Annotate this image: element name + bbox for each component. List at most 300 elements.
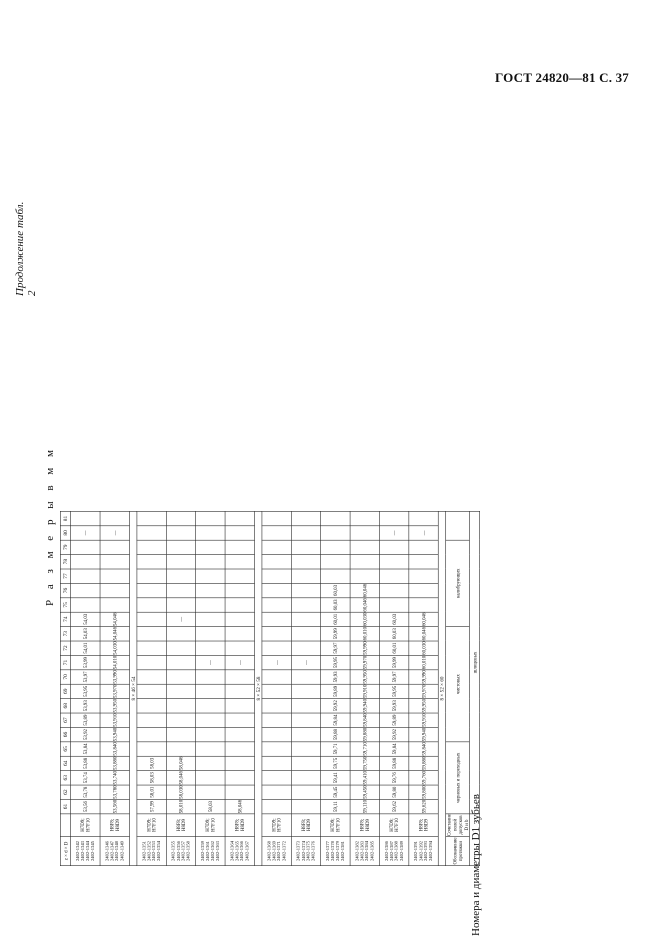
size-value: 59,910: [350, 684, 379, 698]
size-value: [225, 583, 254, 597]
size-value: [166, 713, 195, 727]
size-value: [137, 554, 166, 568]
group-label: шлицевых: [469, 511, 479, 813]
size-value: [137, 684, 166, 698]
size-value: [262, 526, 291, 540]
sizes-title: Р а з м е р ы в м м: [44, 446, 56, 606]
size-value: 59,760: [409, 771, 438, 785]
size-value: [262, 612, 291, 626]
size-value: [137, 569, 166, 583]
size-value: [166, 641, 195, 655]
size-value: [225, 742, 254, 756]
size-value: [100, 511, 129, 525]
size-value: 53,78: [71, 785, 100, 799]
size-value: [379, 598, 408, 612]
tooth-number: 64: [60, 756, 70, 770]
size-value: —: [262, 655, 291, 669]
size-value: [137, 612, 166, 626]
size-value: [166, 554, 195, 568]
size-value: 59,45: [321, 785, 350, 799]
size-value: [262, 540, 291, 554]
tooth-number: 76: [60, 583, 70, 597]
sizes-table: [60, 511, 480, 866]
size-value: 60,03: [321, 583, 350, 597]
size-value: 53,95: [71, 684, 100, 698]
size-value: [350, 511, 379, 525]
size-value: 53,74: [71, 771, 100, 785]
size-value: [196, 626, 225, 640]
size-value: [137, 713, 166, 727]
broach-codes: 2402-1346 2402-1347 2402-1348 2402-1349: [100, 836, 129, 865]
tooth-number: 66: [60, 727, 70, 741]
fit-combo: H8F8; H8D9: [225, 814, 254, 837]
size-value: 53,780: [100, 785, 129, 799]
size-value: [262, 554, 291, 568]
broach-codes: 2402-1351 2402-1352 2402-1353 2402-1354: [137, 836, 166, 865]
tooth-number: 68: [60, 699, 70, 713]
size-value: [137, 598, 166, 612]
size-value: [379, 554, 408, 568]
size-value: 58,046: [166, 756, 195, 770]
size-value: 59,970: [350, 655, 379, 669]
tooth-number: 70: [60, 670, 70, 684]
size-value: [166, 626, 195, 640]
size-value: 59,710: [350, 742, 379, 756]
size-column-row: [321, 511, 350, 865]
size-value: 59,11: [321, 799, 350, 813]
size-value: 59,950: [350, 670, 379, 684]
size-value: [137, 583, 166, 597]
size-value: —: [100, 526, 129, 540]
tooth-number: 73: [60, 626, 70, 640]
size-value: [196, 785, 225, 799]
fit-combo: H7D9; H7F10: [71, 814, 100, 837]
size-value: 60,046: [350, 598, 379, 612]
size-value: [379, 569, 408, 583]
fit-combo-label: Сочетание полей допусков D и b: [446, 814, 470, 837]
broach-codes: 2402-1382 2402-1383 2402-1384 2402-1385: [350, 836, 379, 865]
size-value: 60,046: [350, 583, 379, 597]
size-value: 59,84: [321, 713, 350, 727]
size-value: 59,76: [379, 771, 408, 785]
size-value: [225, 511, 254, 525]
size-value: [71, 598, 100, 612]
size-value: 59,880: [350, 727, 379, 741]
size-value: [262, 799, 291, 813]
fit-combo: H8F8; H8D9: [350, 814, 379, 837]
tooth-number: 74: [60, 612, 70, 626]
size-value: 59,92: [379, 727, 408, 741]
size-value: 59,950: [409, 699, 438, 713]
size-value: 60,03: [379, 626, 408, 640]
size-value: 53,89: [71, 713, 100, 727]
size-value: [196, 511, 225, 525]
size-value: [262, 756, 291, 770]
size-value: [409, 598, 438, 612]
size-value: [196, 569, 225, 583]
size-value: 58,010: [166, 799, 195, 813]
size-value: [225, 526, 254, 540]
broach-codes: 2402-1342 2402-1343 2402-1344 2402-1345: [71, 836, 100, 865]
size-value: 59,750: [350, 756, 379, 770]
size-value: [196, 756, 225, 770]
size-value: [291, 699, 320, 713]
broach-codes: 2402-1386 2402-1387 2402-1388 2402-1389: [379, 836, 408, 865]
size-value: [291, 583, 320, 597]
fit-combo: H7D9; H7F10: [321, 814, 350, 837]
size-value: [291, 598, 320, 612]
size-value: [225, 569, 254, 583]
size-value: 59,410: [350, 771, 379, 785]
size-value: [166, 699, 195, 713]
size-value: [321, 569, 350, 583]
fit-combo: H8F8; H8D9: [166, 814, 195, 837]
size-value: [196, 713, 225, 727]
size-value: [291, 511, 320, 525]
size-value: [262, 670, 291, 684]
size-value: [137, 641, 166, 655]
size-value: [409, 583, 438, 597]
size-value: [166, 569, 195, 583]
size-value: [291, 756, 320, 770]
size-value: 59,110: [350, 799, 379, 813]
size-value: [262, 598, 291, 612]
size-column-row: [291, 511, 320, 865]
size-value: [262, 511, 291, 525]
size-value: [291, 526, 320, 540]
size-column-row: [225, 511, 254, 865]
size-value: [262, 583, 291, 597]
size-value: —: [291, 655, 320, 669]
group-title: 8 × 46 × 54: [129, 511, 136, 865]
size-value: —: [409, 526, 438, 540]
size-value: [321, 511, 350, 525]
size-value: [262, 699, 291, 713]
broach-codes: 2402-1368 2402-1369 2402-1371 2402-1372: [262, 836, 291, 865]
size-value: [350, 554, 379, 568]
size-value: [225, 727, 254, 741]
tooth-number: 80: [60, 526, 70, 540]
size-value: 59,99: [321, 626, 350, 640]
size-value: —: [225, 655, 254, 669]
size-value: [137, 727, 166, 741]
size-value: [409, 511, 438, 525]
size-column-row: [262, 511, 291, 865]
size-value: [137, 540, 166, 554]
size-value: [225, 554, 254, 568]
size-value: 58,03: [137, 756, 166, 770]
size-value: [291, 785, 320, 799]
size-value: [225, 612, 254, 626]
size-value: [262, 727, 291, 741]
size-value: 60,030: [409, 641, 438, 655]
size-value: [196, 540, 225, 554]
size-value: 53,880: [100, 756, 129, 770]
size-value: [262, 742, 291, 756]
size-column-row: [409, 511, 438, 865]
broach-codes: 2402-1377 2402-1378 2402-1379 2402-1381: [321, 836, 350, 865]
size-value: [196, 641, 225, 655]
size-value: 59,970: [409, 684, 438, 698]
size-value: [291, 554, 320, 568]
size-value: 54,01: [71, 641, 100, 655]
size-value: —: [166, 612, 195, 626]
size-value: 59,800: [409, 785, 438, 799]
size-value: 59,940: [409, 727, 438, 741]
size-value: 59,940: [350, 699, 379, 713]
size-value: [166, 655, 195, 669]
page-header: ГОСТ 24820—81 С. 37: [495, 70, 629, 85]
size-value: 53,560: [100, 799, 129, 813]
tooth-number: 65: [60, 742, 70, 756]
size-column-row: [166, 511, 195, 865]
size-value: 59,93: [321, 670, 350, 684]
size-column-row: [71, 511, 100, 865]
size-value: [137, 626, 166, 640]
size-value: [100, 598, 129, 612]
size-value: [100, 569, 129, 583]
size-value: —: [379, 526, 408, 540]
size-value: 60,010: [409, 655, 438, 669]
size-value: 54,030: [100, 641, 129, 655]
size-value: 54,046: [100, 626, 129, 640]
size-value: 58,046: [166, 771, 195, 785]
size-value: 59,95: [321, 655, 350, 669]
designation-label: Обозначение протяжки: [446, 836, 470, 865]
size-value: [262, 569, 291, 583]
size-value: 53,970: [100, 684, 129, 698]
size-value: [291, 742, 320, 756]
size-value: [291, 727, 320, 741]
size-value: [196, 670, 225, 684]
size-value: [137, 670, 166, 684]
size-value: [137, 655, 166, 669]
size-value: 59,910: [409, 713, 438, 727]
size-value: [196, 727, 225, 741]
size-value: [196, 598, 225, 612]
size-value: [291, 569, 320, 583]
size-value: [321, 526, 350, 540]
tooth-number: 61: [60, 799, 70, 813]
size-value: [262, 641, 291, 655]
size-value: 59,99: [379, 655, 408, 669]
size-value: [225, 771, 254, 785]
fit-combo: H8F8; H8D9: [100, 814, 129, 837]
size-value: [100, 554, 129, 568]
size-value: 53,99: [71, 655, 100, 669]
tooth-number: 72: [60, 641, 70, 655]
tooth-number: 81: [60, 511, 70, 525]
size-value: —: [196, 655, 225, 669]
size-value: 59,88: [379, 756, 408, 770]
size-value: [225, 756, 254, 770]
size-value: 60,030: [350, 612, 379, 626]
size-value: 59,41: [321, 771, 350, 785]
size-value: [225, 684, 254, 698]
size-value: 59,95: [379, 684, 408, 698]
size-value: [225, 713, 254, 727]
broach-codes: 2402-1355 2402-1356 2402-1357 2402-1358: [166, 836, 195, 865]
size-value: [291, 771, 320, 785]
size-value: 53,840: [100, 742, 129, 756]
size-value: [379, 583, 408, 597]
size-value: [321, 540, 350, 554]
fit-combo: H8F8; H8D9: [409, 814, 438, 837]
size-value: 59,450: [350, 785, 379, 799]
size-value: 54,03: [71, 612, 100, 626]
data-table-wrapper: [60, 250, 661, 866]
size-value: 54,03: [71, 626, 100, 640]
size-value: 59,89: [379, 713, 408, 727]
size-value: 53,88: [71, 756, 100, 770]
size-value: [137, 742, 166, 756]
size-value: 59,62: [379, 799, 408, 813]
size-value: 59,990: [350, 641, 379, 655]
size-value: 53,97: [71, 670, 100, 684]
size-value: 53,910: [100, 713, 129, 727]
size-value: 53,56: [71, 799, 100, 813]
size-value: [196, 684, 225, 698]
size-value: 59,97: [321, 641, 350, 655]
size-value: [350, 540, 379, 554]
size-value: 59,840: [409, 742, 438, 756]
size-value: [166, 526, 195, 540]
blank-cell: [446, 511, 470, 540]
size-value: [100, 540, 129, 554]
tooth-number: 63: [60, 771, 70, 785]
size-value: 59,620: [409, 799, 438, 813]
size-value: [71, 583, 100, 597]
size-value: 59,97: [379, 670, 408, 684]
size-value: [262, 771, 291, 785]
broach-codes: 2402-1359 2402-1361 2402-1362 2402-1363: [196, 836, 225, 865]
size-value: 60,03: [321, 598, 350, 612]
size-column-row: [137, 511, 166, 865]
size-value: [196, 699, 225, 713]
size-value: [291, 799, 320, 813]
size-value: 53,990: [100, 670, 129, 684]
size-value: 60,03: [379, 612, 408, 626]
size-value: 59,880: [409, 756, 438, 770]
size-value: [196, 771, 225, 785]
size-value: [137, 526, 166, 540]
size-value: [166, 742, 195, 756]
size-value: [262, 626, 291, 640]
size-value: 54,010: [100, 655, 129, 669]
fit-combo: H7D9; H7F10: [262, 814, 291, 837]
size-value: 60,01: [321, 612, 350, 626]
section-finish: чистовых: [446, 626, 470, 741]
size-value: [100, 583, 129, 597]
size-value: 53,950: [100, 699, 129, 713]
fit-combo: H7D9; H7F10: [379, 814, 408, 837]
size-value: [225, 540, 254, 554]
size-value: [166, 598, 195, 612]
size-value: 59,80: [379, 785, 408, 799]
size-value: [262, 785, 291, 799]
tooth-number: 78: [60, 554, 70, 568]
fit-combo: H7D9; H7F10: [137, 814, 166, 837]
size-value: [291, 641, 320, 655]
tooth-number: 79: [60, 540, 70, 554]
size-value: [409, 540, 438, 554]
size-value: [379, 511, 408, 525]
side-label: Номера и диаметры D1 зубьев: [470, 794, 482, 936]
size-value: 59,75: [321, 756, 350, 770]
tooth-number: 75: [60, 598, 70, 612]
size-column-row: [196, 511, 225, 865]
size-value: 59,71: [321, 742, 350, 756]
size-value: [166, 583, 195, 597]
tooth-number: 62: [60, 785, 70, 799]
size-value: [196, 526, 225, 540]
size-value: 59,92: [321, 699, 350, 713]
size-value: 58,03: [196, 799, 225, 813]
section-rough: черновых и переходных: [446, 742, 470, 814]
size-column-row: [100, 511, 129, 865]
size-value: [291, 626, 320, 640]
size-value: —: [71, 526, 100, 540]
size-value: 53,92: [71, 727, 100, 741]
size-value: [166, 511, 195, 525]
size-value: 58,030: [166, 785, 195, 799]
fit-combo: H7D9; H7F10: [196, 814, 225, 837]
size-value: 59,990: [409, 670, 438, 684]
size-value: [291, 670, 320, 684]
size-value: [71, 554, 100, 568]
size-value: [350, 526, 379, 540]
tooth-number-row: [60, 511, 70, 865]
size-value: 59,93: [379, 699, 408, 713]
size-value: [196, 612, 225, 626]
size-value: 60,046: [409, 612, 438, 626]
size-value: 58,01: [137, 785, 166, 799]
rotated-table-area: [0, 196, 510, 936]
size-value: [291, 540, 320, 554]
size-value: [409, 554, 438, 568]
tooth-number: 67: [60, 713, 70, 727]
continuation-note: Продолжение табл. 2: [14, 201, 38, 296]
size-value: 53,93: [71, 699, 100, 713]
size-value: [166, 670, 195, 684]
size-value: 53,740: [100, 771, 129, 785]
size-value: [71, 540, 100, 554]
size-value: [225, 699, 254, 713]
size-value: 53,84: [71, 742, 100, 756]
size-value: 57,99: [137, 799, 166, 813]
size-value: [137, 511, 166, 525]
size-value: 58,03: [137, 771, 166, 785]
size-value: 60,046: [409, 626, 438, 640]
size-value: [291, 713, 320, 727]
size-value: [71, 511, 100, 525]
tooth-number: 77: [60, 569, 70, 583]
blank-cell: [469, 814, 479, 866]
tooth-number: 69: [60, 684, 70, 698]
size-value: 53,940: [100, 727, 129, 741]
zdD-label: z × d × D: [60, 836, 70, 865]
size-value: [196, 742, 225, 756]
size-value: 60,010: [350, 626, 379, 640]
size-value: [71, 569, 100, 583]
size-value: [196, 583, 225, 597]
size-column-row: [379, 511, 408, 865]
size-value: [262, 684, 291, 698]
size-value: 59,88: [321, 727, 350, 741]
size-value: 59,840: [350, 713, 379, 727]
size-value: 60,01: [379, 641, 408, 655]
size-value: [166, 727, 195, 741]
